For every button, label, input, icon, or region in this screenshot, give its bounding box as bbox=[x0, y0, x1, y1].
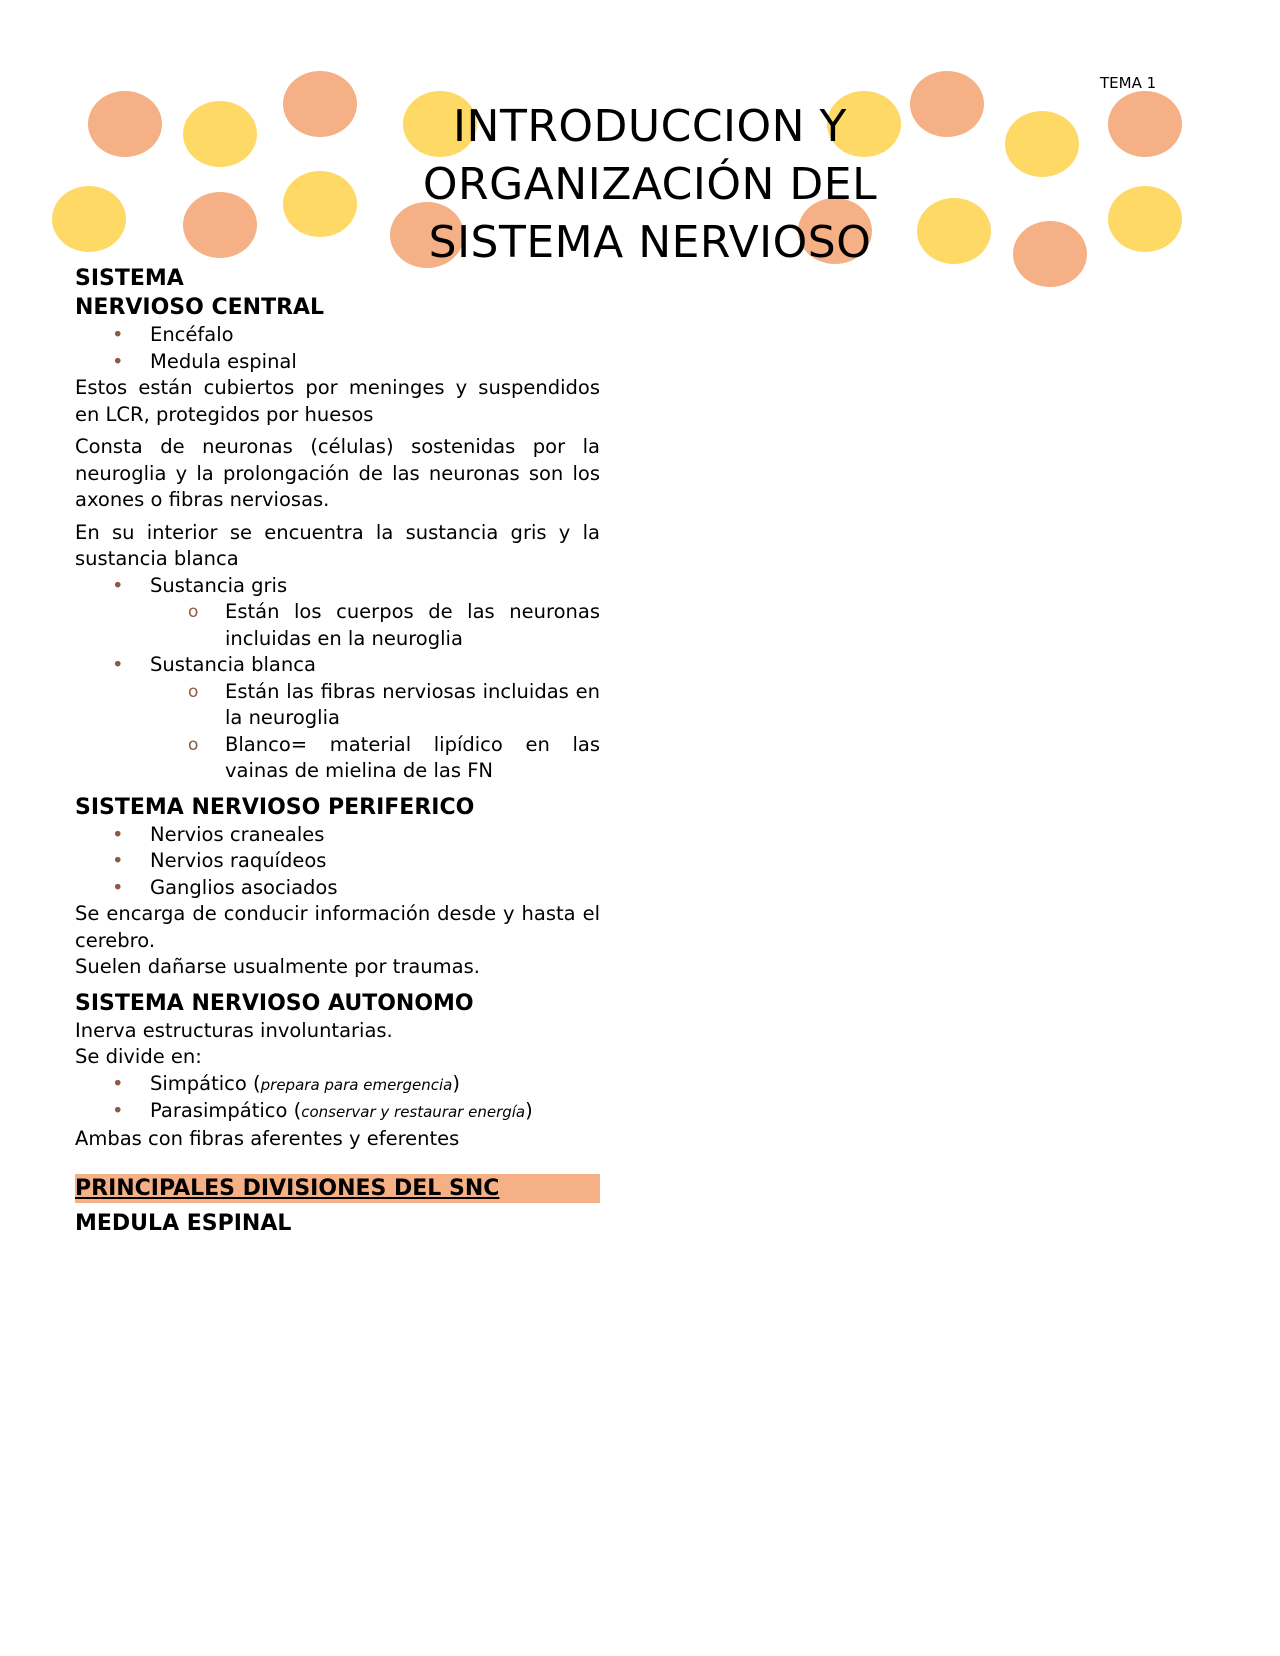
snc-heading-line: NERVIOSO CENTRAL bbox=[75, 295, 325, 320]
paragraph: Suelen dañarse usualmente por traumas. bbox=[75, 955, 480, 978]
decor-circle bbox=[52, 186, 126, 252]
decor-circle bbox=[283, 71, 357, 137]
item-note: conservar y restaurar energía bbox=[301, 1103, 526, 1121]
decor-circle bbox=[1013, 221, 1087, 287]
document-title bbox=[395, 98, 905, 272]
decor-circle bbox=[1108, 186, 1182, 252]
paragraph: Consta de neuronas (células) sostenidas por la neuroglia y la prolongación de las neuronas son los axones o fibras nerviosas. bbox=[75, 435, 600, 511]
sublist-item: o Están las fibras nerviosas incluidas en la neuroglia bbox=[75, 679, 600, 732]
sustancia-list bbox=[75, 573, 600, 600]
sublist bbox=[75, 599, 600, 652]
list-item: • Nervios craneales bbox=[75, 822, 600, 849]
item-label: Parasimpático ( bbox=[150, 1099, 302, 1122]
sna-list bbox=[75, 1071, 600, 1126]
snc-heading-line: SISTEMA bbox=[75, 266, 184, 291]
list-item bbox=[75, 1071, 600, 1099]
list-item: • Medula espinal bbox=[75, 349, 600, 376]
medula-heading: MEDULA ESPINAL bbox=[75, 1211, 292, 1236]
decor-circle bbox=[183, 192, 257, 258]
sublist bbox=[75, 679, 600, 785]
list-item: • Nervios raquídeos bbox=[75, 848, 600, 875]
sustancia-list bbox=[75, 652, 600, 679]
item-label: Simpático ( bbox=[150, 1071, 261, 1095]
snc-heading bbox=[75, 264, 600, 322]
item-close: ) bbox=[525, 1099, 533, 1122]
paragraph: Inerva estructuras involuntarias. bbox=[75, 1018, 393, 1042]
decor-circle bbox=[1108, 91, 1182, 157]
sublist-item: o Están los cuerpos de las neuronas incluidas en la neuroglia bbox=[75, 599, 600, 652]
sna-heading: SISTEMA NERVIOSO AUTONOMO bbox=[75, 990, 474, 1016]
paragraph: Ambas con fibras aferentes y eferentes bbox=[75, 1126, 460, 1150]
sublist-item: o Blanco= material lipídico en las vainas de mielina de las FN bbox=[75, 732, 600, 785]
decor-circle bbox=[917, 198, 991, 264]
snp-heading: SISTEMA NERVIOSO PERIFERICO bbox=[75, 794, 475, 820]
snc-list bbox=[75, 322, 600, 375]
decor-circle bbox=[183, 101, 257, 167]
item-note: prepara para emergencia bbox=[260, 1075, 453, 1094]
decor-circle bbox=[88, 91, 162, 157]
list-item: • Sustancia blanca bbox=[75, 652, 600, 679]
document-body bbox=[75, 264, 600, 1238]
title-line: ORGANIZACIÓN DEL bbox=[422, 159, 878, 210]
snp-list bbox=[75, 822, 600, 902]
divisiones-heading: PRINCIPALES DIVISIONES DEL SNC bbox=[75, 1174, 600, 1203]
list-item: • Encéfalo bbox=[75, 322, 600, 349]
title-line: SISTEMA NERVIOSO bbox=[428, 217, 872, 268]
item-close: ) bbox=[452, 1071, 460, 1095]
list-item: • Ganglios asociados bbox=[75, 875, 600, 902]
list-item bbox=[75, 1098, 600, 1126]
list-item: • Sustancia gris bbox=[75, 573, 600, 600]
paragraph: Se divide en: bbox=[75, 1045, 202, 1068]
paragraph: En su interior se encuentra la sustancia gris y la sustancia blanca bbox=[75, 520, 600, 570]
title-line: INTRODUCCION Y bbox=[453, 101, 847, 152]
header-tema-label: TEMA 1 bbox=[1100, 74, 1157, 92]
decor-circle bbox=[283, 171, 357, 237]
decor-circle bbox=[910, 71, 984, 137]
paragraph: Estos están cubiertos por meninges y suspendidos en LCR, protegidos por huesos bbox=[75, 376, 600, 426]
paragraph: Se encarga de conducir información desde y hasta el cerebro. bbox=[75, 902, 600, 952]
decor-circle bbox=[1005, 111, 1079, 177]
